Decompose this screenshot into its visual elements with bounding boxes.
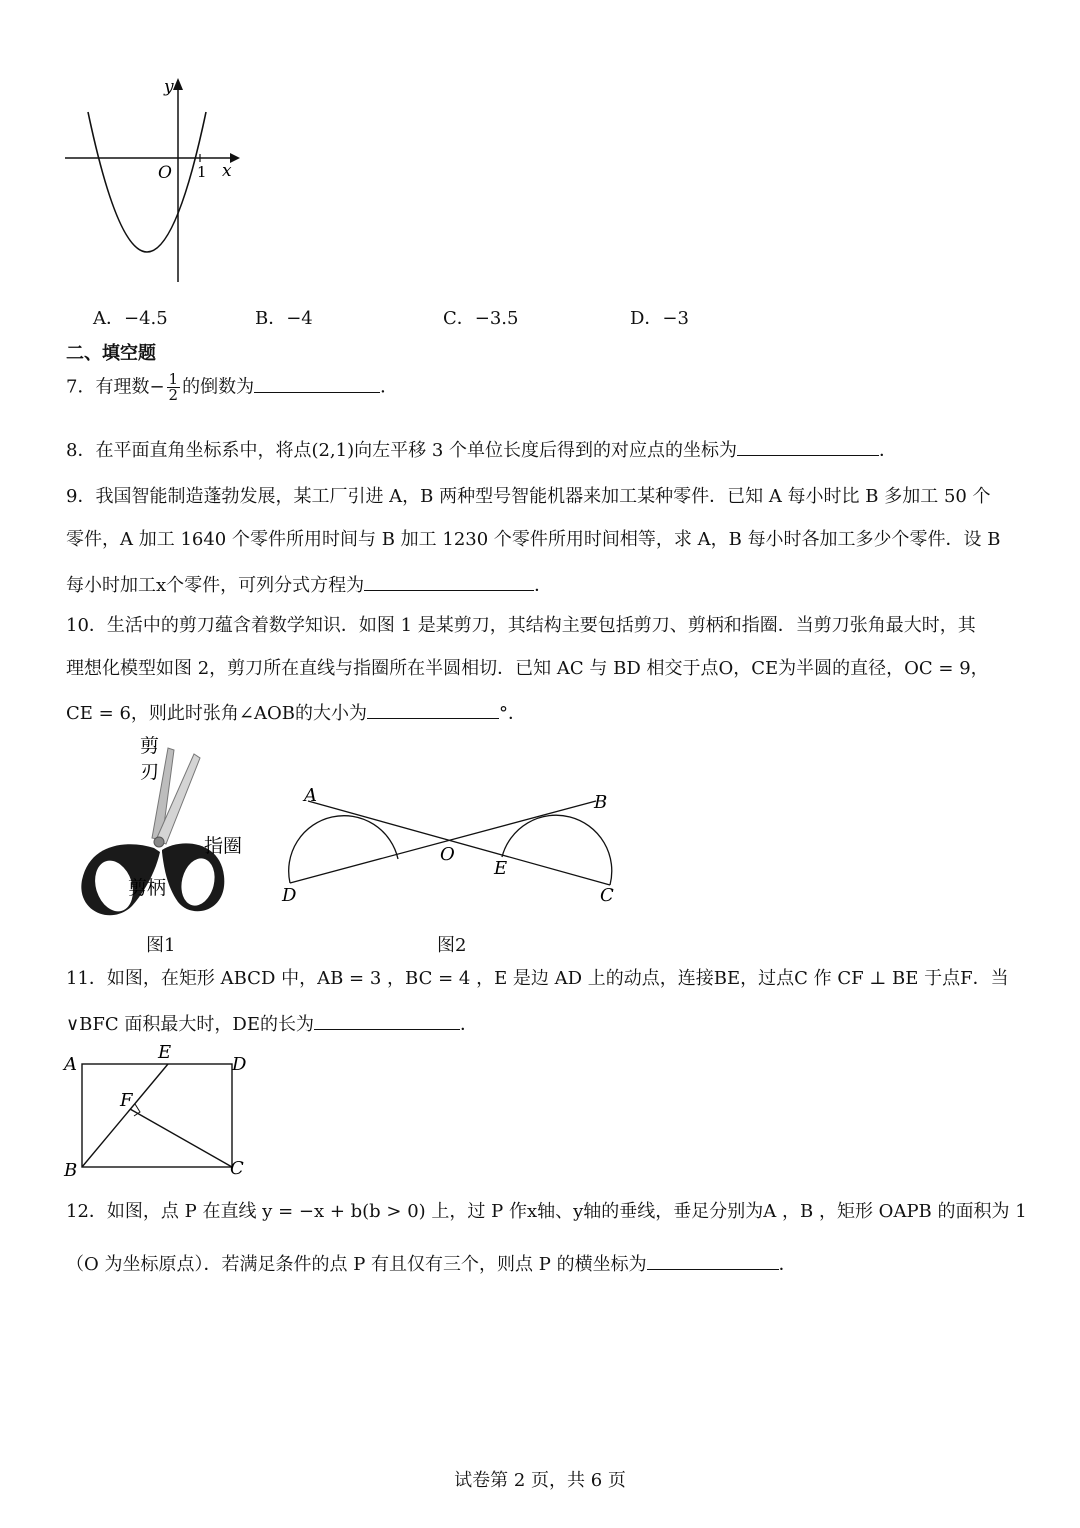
fraction-num: 1 [168,370,179,388]
fraction [167,372,181,403]
segment-cf [130,1109,232,1167]
parabola-graph [60,70,250,290]
option-d[interactable]: D．−3 [630,308,689,329]
pivot [154,837,164,847]
q9-end: ． [534,575,553,596]
q9-line3: 每小时加工x个零件，可列分式方程为 [66,575,365,596]
ring-label: 指圈 [204,835,243,857]
q7-end: ． [380,376,399,398]
y-label: y [164,77,174,97]
segment-be [82,1064,168,1167]
q11-end: ． [459,1014,478,1035]
q12-end: ． [778,1254,797,1275]
answer-blank-8[interactable] [737,439,879,456]
rectangle-figure [60,1040,260,1180]
q8-text: 8．在平面直角坐标系中，将点(2,1)向左平移 3 个单位长度后得到的对应点的坐标为 [66,440,738,461]
answer-blank-12[interactable] [647,1253,779,1270]
left-semicircle [289,816,398,883]
question-12-line2 [66,1253,797,1274]
q7-prefix: 7．有理数 [66,376,150,398]
scissors-figure [70,730,260,930]
point-o: O [440,844,455,865]
rect-a: A [64,1054,77,1075]
x-label: x [222,161,232,181]
q9-line2: 零件，A 加工 1640 个零件所用时间与 B 加工 1230 个零件所用时间相等，求 A，B 每小时各加工多少个零件．设 B [66,529,1001,550]
origin-label: O [158,163,172,183]
q7-suffix: 的倒数为 [182,376,255,398]
option-c[interactable]: C．−3.5 [443,308,519,329]
point-e: E [494,858,508,879]
q12-line1: 12．如图，点 P 在直线 y = −x + b(b > 0) 上，过 P 作x轴、y轴的垂线，垂足分别为A ，B ，矩形 OAPB 的面积为 1 [66,1201,1027,1222]
section-title: 二、填空题 [66,343,156,364]
point-b: B [594,792,608,813]
q10-line1: 10．生活中的剪刀蕴含着数学知识．如图 1 是某剪刀，其结构主要包括剪刀、剪柄和指圈．当剪刀张角最大时，其 [66,615,976,636]
q10-end: °． [498,703,526,724]
answer-blank-10[interactable] [367,702,499,719]
answer-blank-9[interactable] [364,574,534,591]
question-8 [66,439,897,460]
handle-label: 剪柄 [128,877,167,899]
rect-f: F [120,1090,133,1111]
q11-line1: 11．如图，在矩形 ABCD 中，AB = 3 ，BC = 4 ，E 是边 AD 上的动点，连接BE，过点C 作 CF ⊥ BE 于点F．当 [66,968,1009,989]
fig2-caption: 图2 [437,935,467,956]
rect-e: E [158,1042,172,1063]
question-7 [66,372,398,403]
blade-label-2: 刃 [140,761,160,783]
q7-minus: − [149,376,165,398]
rect-c: C [230,1158,244,1179]
q10-line3: CE = 6，则此时张角∠AOB的大小为 [66,703,367,724]
rect-b: B [64,1160,78,1180]
question-11-line2 [66,1013,478,1034]
page-footer: 试卷第 2 页，共 6 页 [454,1470,626,1491]
option-a[interactable]: A．−4.5 [93,308,168,329]
q10-line2: 理想化模型如图 2，剪刀所在直线与指圈所在半圆相切．已知 AC 与 BD 相交于点O，CE为半圆的直径，OC = 9， [66,658,989,679]
option-b[interactable]: B．−4 [255,308,313,329]
rectangle-abcd [82,1064,232,1167]
q11-line2: ∨BFC 面积最大时，DE的长为 [66,1014,314,1035]
blade-label: 剪 [140,735,160,757]
parabola-curve [88,112,206,252]
line-bd [290,801,596,883]
line-ac [308,801,610,885]
y-axis-arrow [173,78,183,90]
point-c: C [600,885,614,906]
point-a: A [304,785,317,806]
answer-blank-11[interactable] [314,1013,460,1030]
fig1-caption: 图1 [146,935,176,956]
right-semicircle [502,815,612,885]
q8-end: ． [879,440,898,461]
question-10-line3 [66,702,526,723]
q12-line2: （O 为坐标原点）．若满足条件的点 P 有且仅有三个，则点 P 的横坐标为 [66,1254,647,1275]
one-label: 1 [197,163,207,181]
point-d: D [282,885,297,906]
rect-d: D [232,1054,247,1075]
scissor-model-figure [280,785,620,910]
question-9-line3 [66,574,552,595]
fraction-den: 2 [168,386,179,404]
q9-line1: 9．我国智能制造蓬勃发展，某工厂引进 A，B 两种型号智能机器来加工某种零件．已知 A 每小时比 B 多加工 50 个 [66,486,991,507]
answer-blank-7[interactable] [254,376,380,393]
